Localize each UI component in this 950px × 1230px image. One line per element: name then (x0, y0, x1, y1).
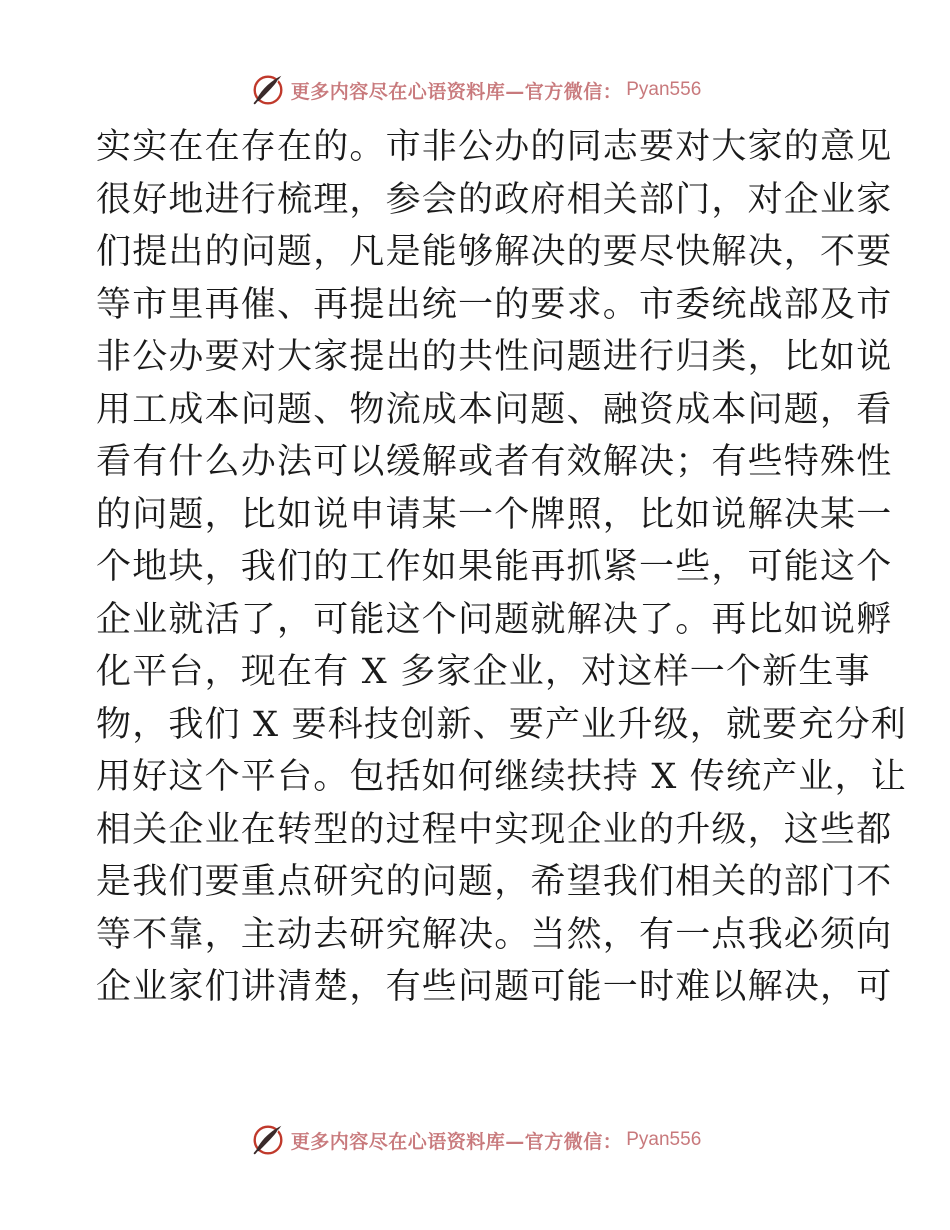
text-line: 的问题，比如说申请某一个牌照，比如说解决某一 (96, 494, 893, 535)
header-banner (0, 70, 950, 110)
text-line: 企业就活了，可能这个问题就解决了。再比如说孵 (96, 599, 893, 640)
text-line: 等市里再催、再提出统一的要求。市委统战部及市 (96, 284, 893, 325)
text-line: 实实在在存在的。市非公办的同志要对大家的意见 (96, 127, 893, 167)
text-line: 个地块，我们的工作如果能再抓紧一些，可能这个 (96, 547, 893, 587)
footer-banner (0, 1120, 950, 1160)
footer-banner-id: Pyan556 (626, 1129, 702, 1150)
quill-logo-icon (249, 1121, 287, 1159)
text-line: 化平台，现在有 X 多家企业，对这样一个新生事 (96, 652, 871, 692)
text-line: 是我们要重点研究的问题，希望我们相关的部门不 (96, 862, 893, 902)
text-line: 等不靠，主动去研究解决。当然，有一点我必须向 (96, 914, 893, 955)
text-line: 企业家们讲清楚，有些问题可能一时难以解决，可 (96, 967, 893, 1007)
text-line: 很好地进行梳理，参会的政府相关部门，对企业家 (96, 179, 893, 220)
text-line: 用好这个平台。包括如何继续扶持 X 传统产业，让 (96, 757, 907, 797)
header-banner-text: 更多内容尽在心语资料库—官方微信： (290, 80, 623, 103)
text-line: 看有什么办法可以缓解或者有效解决；有些特殊性 (96, 442, 893, 482)
quill-logo-icon (249, 71, 287, 109)
text-line: 相关企业在转型的过程中实现企业的升级，这些都 (96, 809, 893, 850)
text-line: 物，我们 X 要科技创新、要产业升级，就要充分利 (96, 704, 907, 745)
document-body (96, 121, 907, 1014)
header-banner-id: Pyan556 (626, 79, 702, 100)
text-line: 用工成本问题、物流成本问题、融资成本问题，看 (96, 389, 893, 430)
footer-banner-text: 更多内容尽在心语资料库—官方微信： (290, 1130, 623, 1153)
text-line: 非公办要对大家提出的共性问题进行归类，比如说 (96, 337, 893, 377)
text-line: 们提出的问题，凡是能够解决的要尽快解决，不要 (96, 232, 893, 272)
